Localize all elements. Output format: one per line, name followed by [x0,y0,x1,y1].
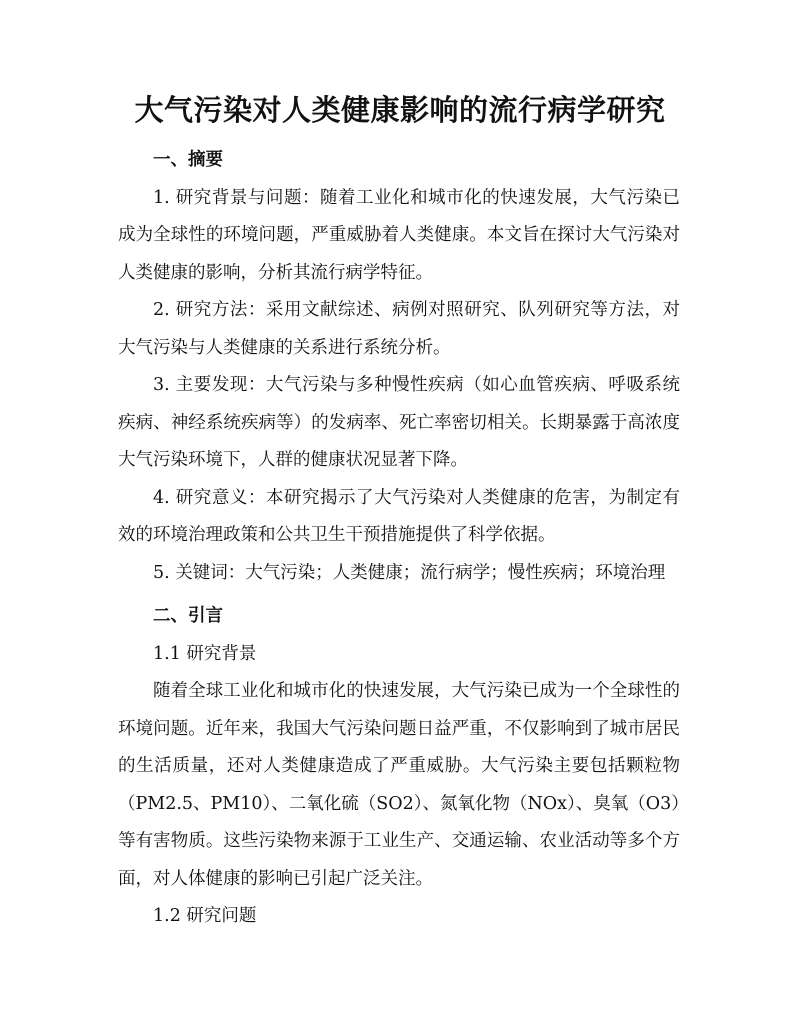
abstract-heading: 一、摘要 [153,150,223,170]
abstract-item-significance: 4. 研究意义：本研究揭示了大气污染对人类健康的危害，为制定有效的环境治理政策和公共卫生干预措施提供了科学依据。 [118,487,680,545]
section-title-research-question: 1.2 研究问题 [153,906,257,926]
document-body [118,142,680,936]
abstract-item-methods: 2. 研究方法：采用文献综述、病例对照研究、队列研究等方法，对大气污染与人类健康的关系进行系统分析。 [118,300,680,358]
abstract-item-keywords: 5. 关键词：大气污染；人类健康；流行病学；慢性疾病；环境治理 [153,562,666,583]
section-text-background: 随着全球工业化和城市化的快速发展，大气污染已成为一个全球性的环境问题。近年来，我国大气污染问题日益严重，不仅影响到了城市居民的生活质量，还对人类健康造成了严重威胁。大气污染主要包括颗粒物（PM2.5、PM10）、二氧化硫（SO2）、氮氧化物（NOx）、臭氧（O3）等有害物质。这些污染物来源于工业生产、交通运输、农业活动等多个方面，对人体健康的影响已引起广泛关注。 [118,681,680,889]
abstract-item-findings: 3. 主要发现：大气污染与多种慢性疾病（如心血管疾病、呼吸系统疾病、神经系统疾病等）的发病率、死亡率密切相关。长期暴露于高浓度大气污染环境下，人群的健康状况显著下降。 [118,375,680,470]
document-title: 大气污染对人类健康影响的流行病学研究 [134,93,666,127]
section-title-background: 1.1 研究背景 [153,643,257,664]
introduction-heading: 二、引言 [153,606,223,626]
abstract-item-background: 1. 研究背景与问题：随着工业化和城市化的快速发展，大气污染已成为全球性的环境问题，严重威胁着人类健康。本文旨在探讨大气污染对人类健康的影响，分析其流行病学特征。 [118,187,680,283]
